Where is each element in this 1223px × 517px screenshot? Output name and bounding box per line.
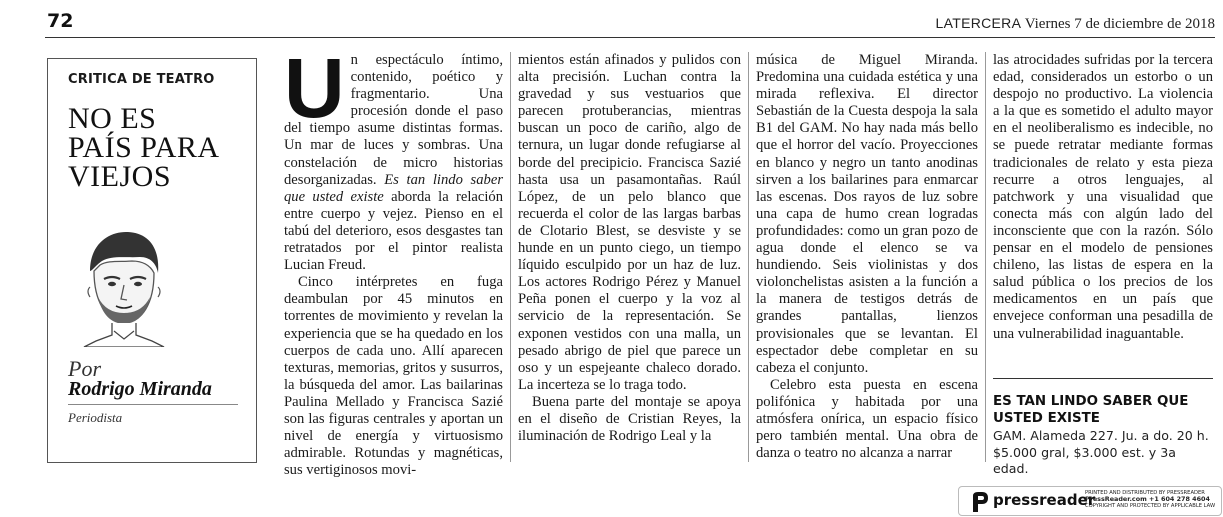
article-column-1	[284, 41, 504, 479]
author-portrait-illustration	[76, 227, 171, 347]
article-paragraph: Cinco intérpretes en fuga deambulan por 45 minutos en torrentes de movimiento y revelan la experiencia que se ha quedado en los cuerpos de cada uno. Allí aparecen texturas, memorias, gritos y susurros, la búsqueda del amor. Las bailarinas Paulina Mellado y Francisca Sazié son las figuras centrales y aportan un nivel de energía y virtuosismo admirable. Rotundas y magnéticas, sus vertiginosos movi-	[284, 274, 503, 479]
pressreader-contact[interactable]: PressReader.com +1 604 278 4604	[1085, 495, 1210, 504]
column-divider	[748, 52, 749, 462]
section-label: CRITICA DE TEATRO	[68, 72, 215, 87]
infobox-title: ES TAN LINDO SABER QUE USTED EXISTE	[993, 394, 1189, 426]
article-paragraph: las atrocidades sufridas por la tercera edad, considerados un estorbo o un despojo no productivo. La violencia a la que es sometido el adulto mayor en el neoliberalismo es indecible, no se puede retratar mediante formas tradicionales de relato y esta pieza recurre a otros lenguajes, al patchwork y una visualidad que conecta más con algún lado del inconsciente que con la razón. Sólo pensar en el modelo de pensiones chileno, las listas de espera en la salud pública o los precios de los medicamentos en un país que envejece conforman una pesadilla de una vulnerabilidad inaguantable.	[993, 52, 1213, 342]
pressreader-line: COPYRIGHT AND PROTECTED BY APPLICABLE LAW	[1085, 502, 1216, 509]
author-role: Periodista	[68, 410, 123, 425]
masthead	[936, 15, 1215, 33]
headline-line: PAÍS PARA	[68, 131, 220, 164]
author-divider	[68, 404, 238, 405]
newspaper-brand[interactable]: LATERCERA	[935, 15, 1022, 31]
paragraph-text: aborda la relación entre cuerpo y vejez. Pienso en el tabú del deterioro, esos desgastes tan retratados por el pintor realista Lucian Freud.	[284, 188, 504, 274]
pressreader-logo-text: pressreader	[993, 491, 1096, 509]
article-paragraph: Buena parte del montaje se apoya en el diseño de Cristian Reyes, la iluminación de Rodrigo Leal y la	[518, 393, 741, 445]
pressreader-line: PRINTED AND DISTRIBUTED BY PRESSREADER	[1085, 490, 1205, 496]
article-paragraph: mientos están afinados y pulidos con alta precisión. Luchan contra la gravedad y sus vestuarios que parecen protuberancias, mientras buscan un poco de cariño, algo de ternura, un lugar donde refugiarse al borde del precipicio. Francisca Sazié hasta usa un pasamontañas. Raúl López, de un pelo blanco que recuerda el color de las largas barbas de Clotario Blest, se desviste y se hunde en un punto ciego, un tiempo líquido esculpido por un haz de luz. Los actores Rodrigo Pérez y Manuel Peña ponen el cuerpo y la voz al servicio de la representación. Se exponen vestidos con una malla, un pesado abrigo de piel que parece un oso y un espejeante chaleco dorado. La incerteza se lo traga todo.	[518, 52, 741, 393]
article-paragraph: música de Miguel Miranda. Predomina una cuidada estética y una mirada reflexiva. El director Sebastián de la Cuesta despoja la sala B1 del GAM. No hay nada más bello que el horror del vacío. Proyecciones en blanco y negro un tanto anodinas sirven a los bailarines para enmarcar las escenas. Dos rayos de luz sobre una capa de humo crean logradas profundidades: como un gran pozo de agua donde el elenco se va hundiendo. Seis violinistas y dos violonchelistas asisten a la función a la manera de testigos detrás de grandes pantallas, lienzos provisionales que se levantan. El espectador debe completar en su cabeza el conjunto.	[756, 52, 978, 376]
header-divider	[45, 37, 1215, 38]
play-title-italic: Es tan lindo saber que usted existe	[284, 171, 503, 205]
author-name[interactable]: Rodrigo Miranda	[68, 378, 212, 400]
article-paragraph	[284, 41, 504, 274]
infobox-details: GAM. Alameda 227. Ju. a do. 20 h. $5.000 gral, $3.000 est. y 3a edad.	[993, 428, 1209, 476]
drop-cap: U	[284, 41, 345, 135]
pressreader-logo-icon	[969, 491, 991, 513]
page-number: 72	[47, 10, 74, 32]
headline-line: VIEJOS	[68, 160, 172, 193]
infobox-divider	[993, 378, 1213, 379]
headline	[68, 104, 248, 191]
publication-date: Viernes 7 de diciembre de 2018	[1024, 16, 1215, 32]
author-prefix: Por	[68, 356, 101, 381]
article-column-3	[756, 52, 978, 462]
headline-line: NO ES	[68, 102, 157, 135]
pressreader-legal	[1085, 490, 1215, 509]
pressreader-badge[interactable]	[958, 486, 1222, 516]
article-paragraph: Celebro esta puesta en escena polifónica y habitada por una atmósfera onírica, un espacio físico pero también mental. Una obra de danza o teatro no alcanza a narrar	[756, 376, 978, 462]
article-column-4	[993, 52, 1213, 343]
column-divider	[985, 52, 986, 462]
column-divider	[510, 52, 511, 462]
paragraph-text: n espectáculo íntimo, contenido, poético y fragmentario. Una procesión donde el paso del tiempo asume distintas formas. Un mar de luces y sombras. Una constelación de micro historias desorganizadas.	[284, 52, 503, 188]
byline-box	[47, 58, 257, 463]
article-column-2	[518, 52, 741, 445]
